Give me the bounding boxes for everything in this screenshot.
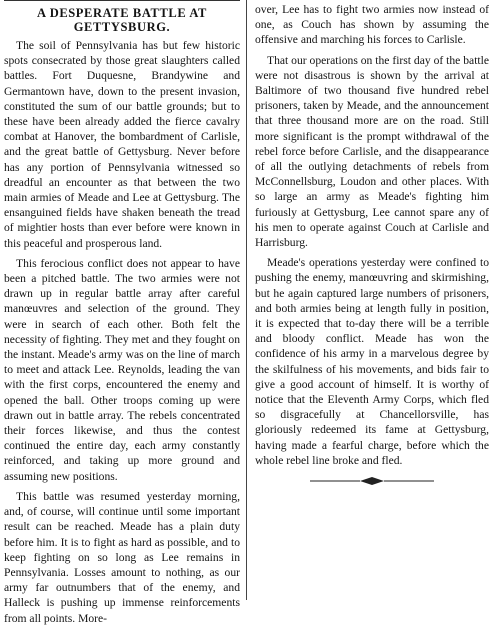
end-of-article-ornament [255,475,489,487]
right-column [255,2,489,492]
article-paragraph: The soil of Pennsylvania has but few historic spots consecrated by those great slaughters called battles. Fort Duquesne, Brandywine and Germantown have, down to the present invasion, constituted the sum of our battle grounds; but to these have been already added the fierce cavalry combat at Hanover, the bombardment of Carlisle, and the great battle of Gettysburg. Never before has any portion of Pennsylvania witnessed so dreadful an encounter as that between the two main armies of Meade and Lee at Gettysburg. The ensanguined fields have shaken beneath the tread of mightier hosts than ever before were known in this peaceful and prosperous land. [4,39,240,250]
column-divider [246,0,247,600]
left-column [4,2,240,631]
article-paragraph-continued: over, Lee has to fight two armies now instead of one, as Couch has shown by assuming the offensive and marching his forces to Carlisle. [255,3,489,47]
article-paragraph: That our operations on the first day of the battle were not disastrous is shown by the arrival at Baltimore of two thousand five hundred rebel prisoners, taken by Meade, and the announcement that three thousand more are on the road. Still more significant is the prompt withdrawal of the rebel force before Carlisle, and the disappearance of all the outlying detachments of rebels from McConnellsburg, Loudon and other places. With so large an army as Meade's fighting him furiously at Gettysburg, Lee cannot spare any of his men to operate against Couch at Carlisle and Harrisburg. [255,53,489,250]
article-paragraph: This battle was resumed yesterday morning, and, of course, will continue until some important result can be reached. Meade has a plain duty before him. It is to fight as hard as possible, and to keep fighting on so long as Lee remains in Pennsylvania. Losses amount to nothing, as our army far outnumbers that of the enemy, and Halleck is pushing up immense reinforcements from all points. More- [4,489,240,625]
top-rule [4,0,240,1]
article-paragraph: This ferocious conflict does not appear to have been a pitched battle. The two armies were not drawn up in regular battle array after careful manœuvres and selection of the ground. They were in search of each other. Both felt the necessity of fighting. They met and they fought on the instant. Meade's army was on the line of march to meet and attack Lee. Reynolds, leading the van with the first corps, encountered the enemy and opened the ball. Other troops coming up were drawn out in battle array. The rebels concentrated their forces likewise, and thus the contest continued the entire day, each army constantly reinforced, and taking up more ground and assuming new positions. [4,256,240,483]
article-headline: A DESPERATE BATTLE AT GETTYSBURG. [37,6,207,34]
article-paragraph: Meade's operations yesterday were confined to pushing the enemy, manœuvring and skirmishing, but he again captured large numbers of prisoners, and both armies being at length fully in position, it is expected that to-day there will be a terrible and bloody conflict. Meade has won the confidence of his army in a marvelous degree by the skilfulness of his movements, and bids fair to give a good account of himself. It is worthy of notice that the Eleventh Army Corps, which fled so disgracefully at Chancellorsville, has gloriously redeemed its fame at Gettysburg, having made a fearful charge, before which the whole rebel line broke and fled. [255,256,489,467]
